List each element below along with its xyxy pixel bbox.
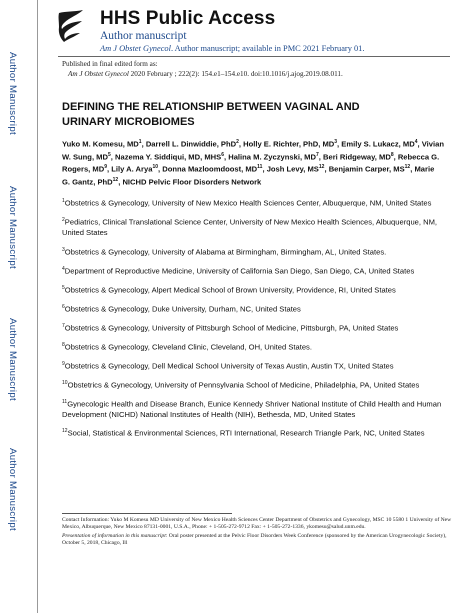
affiliation-item bbox=[62, 264, 444, 277]
author-name: Josh Levy, MS bbox=[266, 164, 319, 174]
author-name: Beri Ridgeway, MD bbox=[323, 152, 391, 162]
presentation-label: Presentation of information in this manuscript bbox=[62, 532, 166, 539]
affiliations-list bbox=[62, 196, 444, 445]
author-network: NICHD Pelvic Floor Disorders Network bbox=[122, 177, 262, 187]
affiliation-item bbox=[62, 196, 444, 209]
affiliation-marker: 9 bbox=[62, 360, 65, 367]
affiliation-marker: 12 bbox=[62, 428, 68, 435]
affiliation-marker: 7 bbox=[62, 322, 65, 329]
affiliation-marker: 4 bbox=[62, 265, 65, 272]
contact-information: Contact Information: Yuko M Komesu MD University of New Mexico Health Sciences Center Department of Obstetrics and Gynecology, MSC 10 5580 1 University of New Mexico, Albuquerque, New Mexico 87131-0001, U.S.A., Phone: + 1-505-272-9712 Fax: + 1-505-272-1336, ykomesu@salud.unm.edu. bbox=[62, 517, 452, 531]
affiliation-marker: 6 bbox=[62, 303, 65, 310]
affiliation-marker: 1 bbox=[62, 198, 65, 204]
affiliation-item bbox=[62, 359, 444, 372]
side-label-author-manuscript: Author Manuscript bbox=[7, 318, 18, 401]
author-name: Nazema Y. Siddiqui, MD, MHS bbox=[115, 152, 222, 162]
affiliation-item bbox=[62, 340, 444, 353]
presentation-text: : Oral poster presented at the Pelvic Floor Disorders Week Conference (sponsored by the American Urogynecologic Society), October 5, 2018, Chicago, Ill bbox=[62, 532, 447, 546]
citation-journal: Am J Obstet Gynecol bbox=[100, 44, 171, 53]
affiliation-text: Obstetrics & Gynecology, University of New Mexico Health Sciences Center, Albuquerque, NM, United States bbox=[64, 198, 432, 208]
affiliation-item bbox=[62, 378, 444, 391]
author-name: Yuko M. Komesu, MD bbox=[62, 139, 139, 149]
affiliation-text: Obstetrics & Gynecology, University of Pennsylvania School of Medicine, Philadelphia, PA, United States bbox=[67, 380, 420, 390]
author-name: Emily S. Lukacz, MD bbox=[341, 139, 415, 149]
author-affiliation-marker: 8 bbox=[390, 151, 394, 158]
author-manuscript-subtitle: Author manuscript bbox=[100, 30, 187, 42]
affiliation-item bbox=[62, 397, 444, 421]
affiliation-text: Obstetrics & Gynecology, Alpert Medical School of Brown University, Providence, RI, United States bbox=[64, 285, 396, 295]
author-name: Holly E. Richter, PhD, MD bbox=[243, 139, 335, 149]
author-affiliation-marker: 11 bbox=[257, 164, 263, 171]
affiliation-text: Gynecologic Health and Disease Branch, Eunice Kennedy Shriver National Institute of Child Health and Human Development (NICHD) National Institutes of Health (NIH), Bethesda, MD, United States bbox=[62, 399, 442, 419]
affiliation-item bbox=[62, 426, 444, 439]
author-affiliation-marker: 7 bbox=[316, 151, 319, 158]
header-divider bbox=[58, 56, 450, 57]
author-name: Marie G. Gantz, PhD bbox=[62, 164, 435, 187]
author-name: Halina M. Zyczynski, MD bbox=[228, 152, 316, 162]
author-affiliation-marker: 9 bbox=[104, 164, 107, 171]
affiliation-marker: 5 bbox=[62, 284, 65, 291]
affiliation-text: Obstetrics & Gynecology, Cleveland Clinic, Cleveland, OH, United States. bbox=[64, 342, 312, 352]
affiliation-item bbox=[62, 321, 444, 334]
author-affiliation-marker: 4 bbox=[414, 139, 418, 145]
presentation-note bbox=[62, 533, 452, 548]
author-affiliation-marker: 5 bbox=[107, 151, 111, 158]
author-name: Vivian W. Sung, MD bbox=[62, 139, 444, 162]
footnotes bbox=[62, 517, 452, 548]
affiliation-item bbox=[62, 245, 444, 258]
side-label-author-manuscript: Author Manuscript bbox=[7, 186, 18, 269]
affiliation-text: Obstetrics & Gynecology, Duke University, Durham, NC, United States bbox=[64, 304, 301, 314]
affiliation-marker: 11 bbox=[62, 398, 68, 405]
affiliation-marker: 2 bbox=[62, 217, 65, 224]
author-name: Darrell L. Dinwiddie, PhD bbox=[145, 139, 237, 149]
availability-citation bbox=[100, 44, 364, 53]
affiliation-text: Obstetrics & Gynecology, Dell Medical School University of Texas Austin, Austin TX, United States bbox=[64, 361, 394, 371]
article-title: DEFINING THE RELATIONSHIP BETWEEN VAGINAL AND URINARY MICROBIOMES bbox=[62, 101, 360, 128]
author-affiliation-marker: 12 bbox=[404, 164, 411, 171]
published-line: Published in final edited form as: bbox=[62, 60, 158, 68]
affiliation-marker: 10 bbox=[62, 379, 68, 386]
affiliation-text: Obstetrics & Gynecology, University of Pittsburgh School of Medicine, Pittsburgh, PA, United States bbox=[64, 323, 399, 333]
affiliation-text: Pediatrics, Clinical Translational Science Center, University of New Mexico Health Sciences, Albuquerque, NM, United States bbox=[62, 217, 438, 238]
journal-reference bbox=[62, 70, 343, 80]
affiliation-text: Department of Reproductive Medicine, University of California San Diego, San Diego, CA, United States bbox=[64, 266, 415, 276]
affiliation-text: Social, Statistical & Environmental Sciences, RTI International, Research Triangle Park, NC, United States bbox=[67, 428, 425, 438]
hhs-title: HHS Public Access bbox=[100, 8, 276, 29]
author-list: Yuko M. Komesu, $MD^1$, Darrell L. Dinwiddie, PhD$^2$, Holly E. Richter, PhD, $MD^3$, Emily S. Lukacz, $MD^4$, Vivian W. Sung, $MD^5$, Nazema Y. Siddiqui, MD, MHS$^6$, Halina M. Zyczynski, $MD^7$, Beri Ridgeway, $MD^8$, Rebecca G. Rogers, $MD^9$, Lily A. Arya$^{10}$, Donna Mazloomdoost, MD$^{11}$, Josh Levy, MS$^{12}$, Benjamin Carper, MS$^{12}$, Marie G. Gantz, PhD$^{12}$, NICHD Pelvic Floor Disorders Network bbox=[62, 139, 444, 187]
journal-ref-journal: Am J Obstet Gynecol bbox=[68, 69, 129, 78]
author-affiliation-marker: 6 bbox=[221, 151, 224, 158]
citation-rest: . Author manuscript; available in PMC 2021 February 01. bbox=[170, 44, 365, 53]
affiliation-item bbox=[62, 283, 444, 296]
hhs-logo-icon bbox=[56, 9, 86, 43]
side-label-author-manuscript: Author Manuscript bbox=[7, 448, 18, 531]
affiliation-text: Obstetrics & Gynecology, University of Alabama at Birmingham, Birmingham, AL, United States. bbox=[64, 247, 387, 257]
affiliation-marker: 8 bbox=[62, 341, 65, 348]
author-affiliation-marker: 12 bbox=[112, 176, 119, 183]
side-divider bbox=[37, 0, 38, 613]
author-affiliation-marker: 1 bbox=[138, 139, 142, 145]
affiliation-item bbox=[62, 302, 444, 315]
author-name: Donna Mazloomdoost, MD bbox=[162, 164, 258, 174]
author-affiliation-marker: 10 bbox=[152, 164, 158, 171]
affiliation-item bbox=[62, 215, 444, 239]
journal-ref-rest: 2020 February ; 222(2): 154.e1–154.e10. doi:10.1016/j.ajog.2019.08.011. bbox=[128, 69, 343, 78]
author-name: Benjamin Carper, MS bbox=[328, 164, 405, 174]
footnote-divider bbox=[62, 513, 232, 514]
published-info bbox=[62, 60, 343, 79]
side-label-author-manuscript: Author Manuscript bbox=[7, 52, 18, 135]
author-affiliation-marker: 12 bbox=[318, 164, 325, 171]
author-name: Lily A. Arya bbox=[111, 164, 153, 174]
author-affiliation-marker: 3 bbox=[334, 139, 338, 145]
author-name: Rebecca G. Rogers, MD bbox=[62, 152, 440, 174]
author-affiliation-marker: 2 bbox=[236, 139, 239, 145]
affiliation-marker: 3 bbox=[62, 246, 65, 253]
